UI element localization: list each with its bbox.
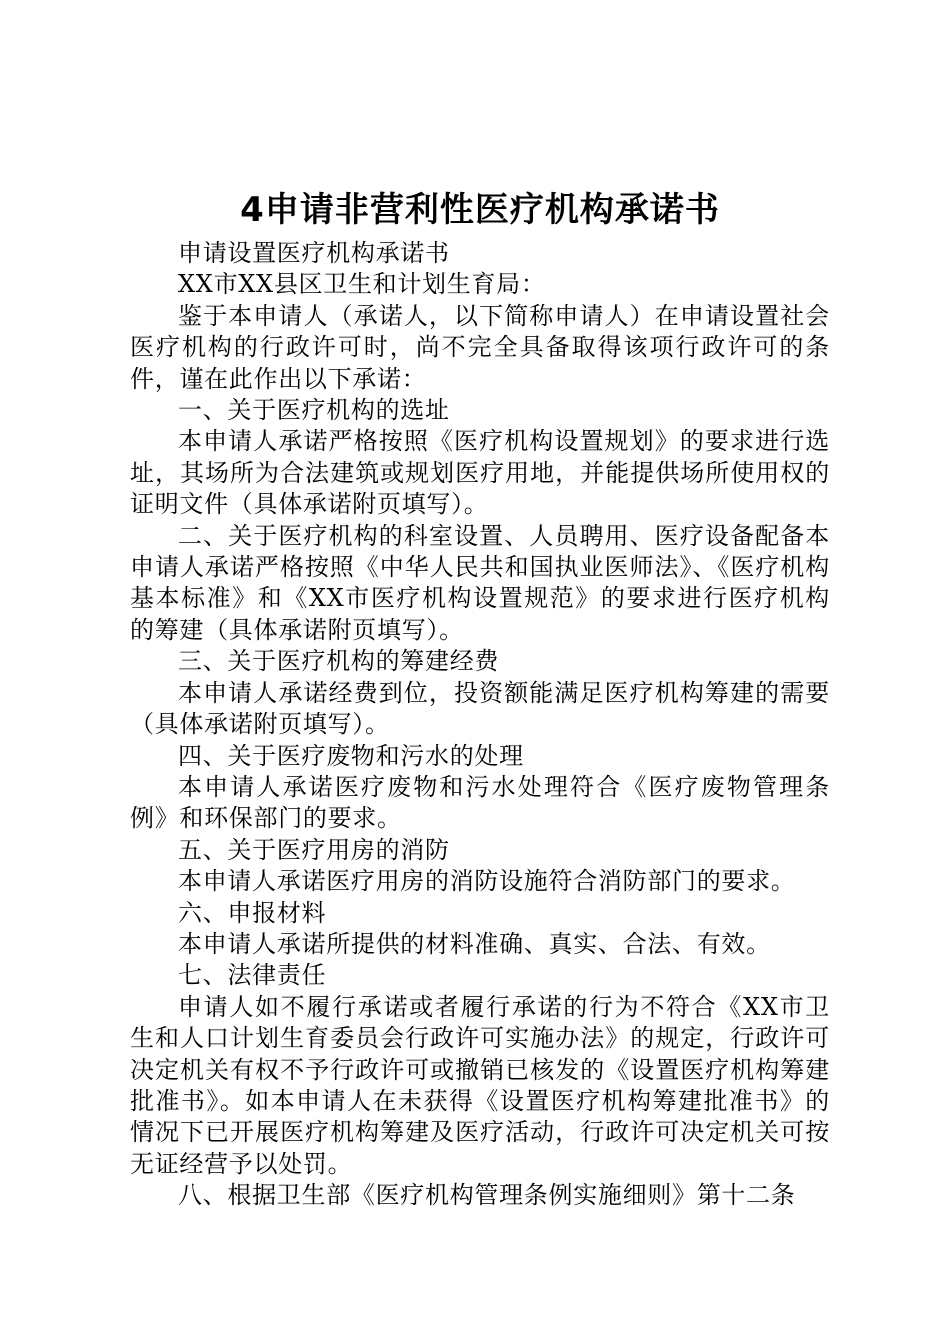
paragraph-heading: 申请设置医疗机构承诺书 [178,239,450,267]
document-page [130,188,830,1212]
section-heading-liability: 七、法律责任 [178,961,327,990]
section-heading-materials: 六、申报材料 [178,898,327,927]
paragraph-regulation: 八、根据卫生部《医疗机构管理条例实施细则》第十二条 [178,1181,796,1210]
paragraph-departments: 二、关于医疗机构的科室设置、人员聘用、医疗设备配备本申请人承诺严格按照《中华人民共和国执业医师法》、《医疗机构基本标准》和《XX市医疗机构设置规范》的要求进行医疗机构的筹建（具体承诺附页填写）。 [130,521,830,644]
section-heading-funding: 三、关于医疗机构的筹建经费 [178,647,500,676]
section-heading-fire: 五、关于医疗用房的消防 [178,835,450,864]
paragraph-funding: 本申请人承诺经费到位，投资额能满足医疗机构筹建的需要（具体承诺附页填写）。 [130,678,830,739]
section-heading-site: 一、关于医疗机构的选址 [178,396,450,425]
paragraph-site: 本申请人承诺严格按照《医疗机构设置规划》的要求进行选址，其场所为合法建筑或规划医疗用地，并能提供场所使用权的证明文件（具体承诺附页填写）。 [130,427,830,519]
paragraph-addressee: XX市XX县区卫生和计划生育局： [178,270,546,299]
paragraph-fire: 本申请人承诺医疗用房的消防设施符合消防部门的要求。 [178,867,796,896]
paragraph-materials: 本申请人承诺所提供的材料准确、真实、合法、有效。 [178,929,771,958]
paragraph-waste: 本申请人承诺医疗废物和污水处理符合《医疗废物管理条例》和环保部门的要求。 [130,772,830,833]
section-heading-waste: 四、关于医疗废物和污水的处理 [178,741,524,770]
document-title: 4申请非营利性医疗机构承诺书 [240,190,720,230]
paragraph-intro: 鉴于本申请人（承诺人，以下简称申请人）在申请设置社会医疗机构的行政许可时，尚不完全具备取得该项行政许可的条件，谨在此作出以下承诺： [130,301,830,393]
paragraph-liability: 申请人如不履行承诺或者履行承诺的行为不符合《XX市卫生和人口计划生育委员会行政许可实施办法》的规定，行政许可决定机关有权不予行政许可或撤销已核发的《设置医疗机构筹建批准书》。如本申请人在未获得《设置医疗机构筹建批准书》的情况下已开展医疗机构筹建及医疗活动，行政许可决定机关可按无证经营予以处罚。 [130,992,830,1178]
